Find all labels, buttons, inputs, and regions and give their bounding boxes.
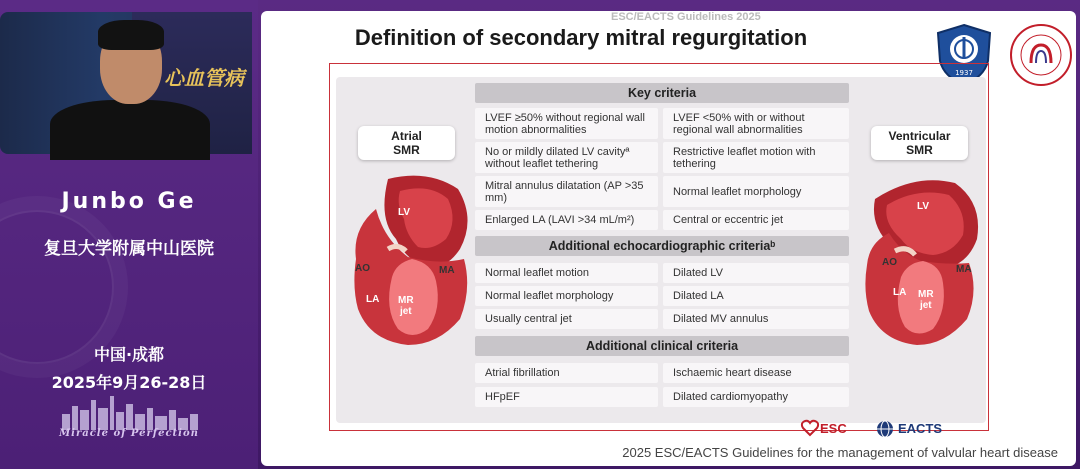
ventricular-ao-label: AO [882, 257, 897, 268]
criteria-cell: Enlarged LA (LAVI >34 mL/m²) [475, 210, 658, 230]
atrial-la-label: LA [366, 294, 380, 305]
ventricular-la-label: LA [893, 287, 907, 298]
event-city: 中国·成都 [93, 345, 165, 364]
criteria-cell: Mitral annulus dilatation (AP >35 mm) [475, 176, 658, 207]
presenter-video[interactable] [0, 12, 252, 154]
city-skyline-graphic [60, 396, 200, 430]
presenter-organization: 复旦大学附属中山医院 [44, 239, 214, 259]
slide-title: Definition of secondary mitral regurgitation [354, 25, 808, 50]
ventricular-ma-label: MA [956, 264, 972, 275]
criteria-cell: Dilated LV [663, 263, 849, 283]
ventricular-mr-jet-label: MR jet [918, 289, 934, 311]
ventricular-smr-heart-illustration [855, 169, 985, 349]
criteria-cell: HFpEF [475, 387, 658, 407]
clinical-criteria-header: Additional clinical criteria [475, 336, 849, 356]
criteria-cell: Dilated LA [663, 286, 849, 306]
video-banner-text: 心血管病 [164, 66, 244, 90]
esc-heart-icon [801, 420, 819, 436]
slide-top-cut-text: ESC/EACTS Guidelines 2025 [611, 11, 761, 23]
key-criteria-header: Key criteria [475, 83, 849, 103]
presentation-slide [261, 11, 1076, 466]
criteria-cell: Restrictive leaflet motion with tethering [663, 142, 849, 173]
atrial-smr-label [358, 126, 455, 160]
society-round-logo [1009, 23, 1073, 87]
criteria-cell: LVEF <50% with or without regional wall abnormalities [663, 108, 849, 139]
atrial-ao-label: AO [355, 263, 370, 274]
criteria-cell: No or mildly dilated LV cavityª without leaflet tethering [475, 142, 658, 173]
atrial-mr-jet-label: MR jet [398, 295, 414, 317]
presenter-body [50, 100, 210, 160]
presenter-panel [0, 0, 258, 469]
eacts-logo-text: EACTS [898, 421, 943, 436]
atrial-smr-text: Atrial SMR [391, 129, 422, 157]
echo-criteria-header: Additional echocardiographic criteriaᵇ [475, 236, 849, 256]
ventricular-lv-label: LV [917, 201, 930, 212]
criteria-cell: Normal leaflet motion [475, 263, 658, 283]
slide-footer-citation: 2025 ESC/EACTS Guidelines for the management of valvular heart disease [622, 445, 1058, 460]
presenter-name: Junbo Ge [61, 189, 197, 214]
logo-year: 1937 [955, 69, 973, 77]
ventricular-smr-label [871, 126, 968, 160]
eacts-globe-icon [876, 420, 894, 438]
ventricular-smr-text: Ventricular SMR [888, 129, 951, 157]
event-tagline: Miracle of Perfection [59, 428, 199, 439]
atrial-smr-heart-illustration [348, 169, 478, 349]
criteria-cell: Normal leaflet morphology [475, 286, 658, 306]
presenter-hair [98, 20, 164, 50]
criteria-cell: Normal leaflet morphology [663, 176, 849, 207]
criteria-cell: Usually central jet [475, 309, 658, 329]
esc-logo-text: ESC [820, 421, 847, 436]
criteria-cell: Dilated MV annulus [663, 309, 849, 329]
criteria-cell: Dilated cardiomyopathy [663, 387, 849, 407]
atrial-lv-label: LV [398, 207, 411, 218]
criteria-cell: Atrial fibrillation [475, 363, 658, 383]
atrial-ma-label: MA [439, 265, 455, 276]
criteria-cell: Ischaemic heart disease [663, 363, 849, 383]
criteria-cell: LVEF ≥50% without regional wall motion abnormalities [475, 108, 658, 139]
criteria-cell: Central or eccentric jet [663, 210, 849, 230]
event-date: 2025年9月26-28日 [51, 373, 207, 392]
